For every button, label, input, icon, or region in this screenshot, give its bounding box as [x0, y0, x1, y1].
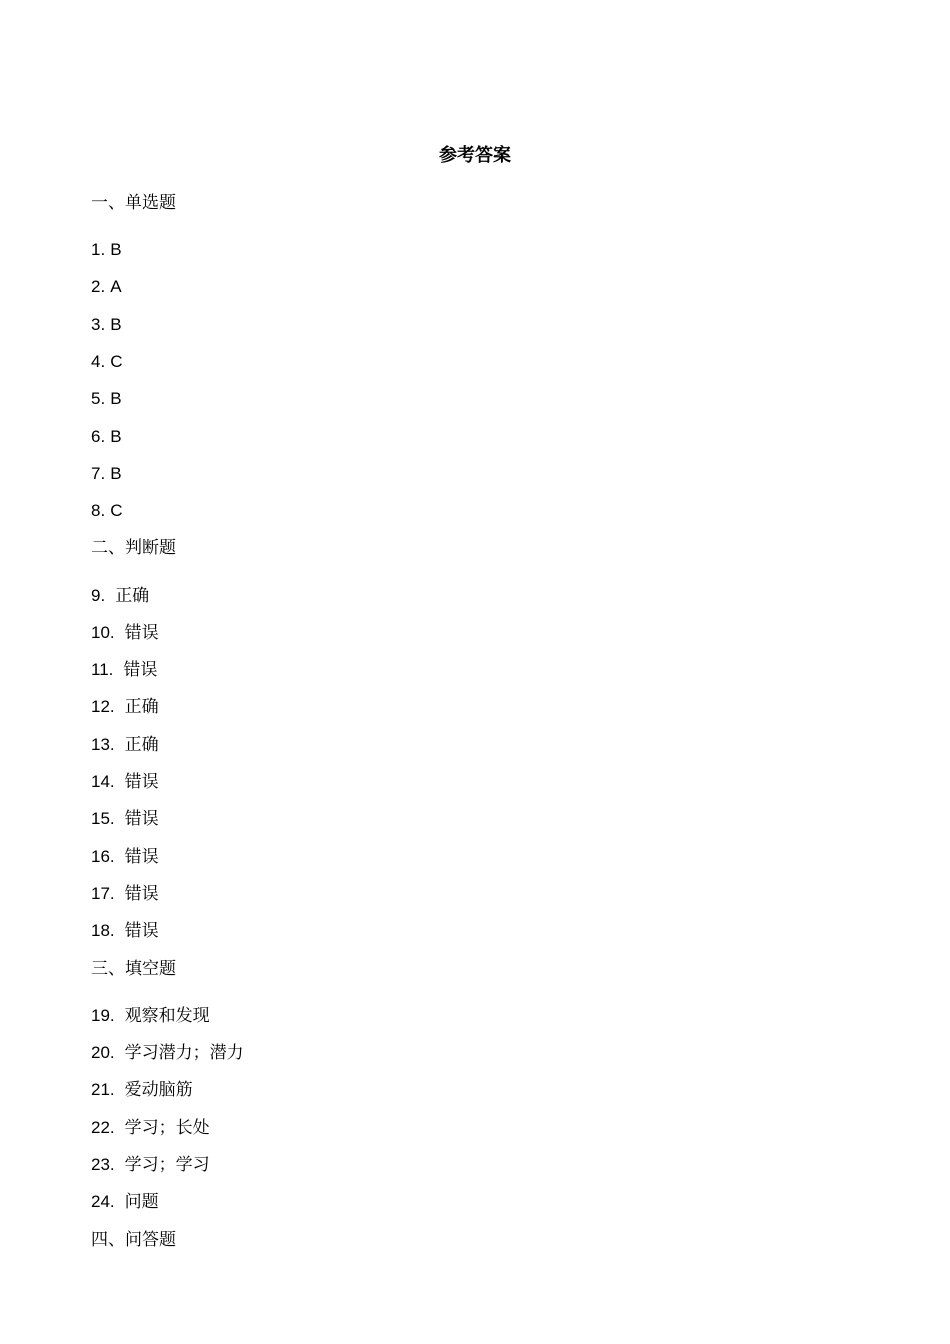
- answer-item: [91, 238, 122, 262]
- answer-item: [91, 425, 122, 449]
- answer-item: [91, 350, 122, 374]
- answer-value: A: [110, 277, 122, 296]
- answer-value: 错误: [124, 921, 159, 941]
- answer-number: 11.: [91, 660, 114, 679]
- answer-number: 7.: [91, 464, 106, 483]
- answer-item: [91, 919, 159, 943]
- answer-item: [91, 1116, 210, 1140]
- answer-item: [91, 1041, 244, 1065]
- answer-number: 23.: [91, 1155, 115, 1174]
- answer-value: 错误: [124, 809, 159, 829]
- answer-value: 学习潜力；潜力: [124, 1043, 244, 1063]
- answer-value: 错误: [124, 884, 159, 904]
- answer-value: 观察和发现: [124, 1006, 210, 1026]
- answer-value: 错误: [124, 847, 159, 867]
- answer-value: 正确: [124, 697, 159, 717]
- answer-value: 错误: [124, 772, 159, 792]
- answer-item: [91, 658, 157, 682]
- answer-item: [91, 695, 159, 719]
- answer-item: [91, 770, 159, 794]
- answer-number: 20.: [91, 1043, 115, 1062]
- answer-value: 错误: [123, 660, 158, 680]
- answer-number: 5.: [91, 389, 106, 408]
- section-heading-qa: 四、问答题: [91, 1230, 176, 1250]
- answer-number: 9.: [91, 586, 106, 605]
- answer-item: [91, 1153, 210, 1177]
- answer-number: 17.: [91, 884, 115, 903]
- answer-value: 学习；长处: [124, 1118, 210, 1138]
- answer-item: [91, 387, 122, 411]
- section-heading-fill-blank: 三、填空题: [91, 959, 176, 979]
- answer-value: B: [110, 464, 122, 483]
- answer-value: 正确: [115, 586, 150, 606]
- answer-number: 14.: [91, 772, 115, 791]
- answer-item: [91, 733, 159, 757]
- answer-value: 学习；学习: [124, 1155, 210, 1175]
- answer-value: B: [110, 240, 122, 259]
- answer-number: 15.: [91, 809, 115, 828]
- answer-value: B: [110, 315, 122, 334]
- answer-value: B: [110, 389, 122, 408]
- answer-number: 24.: [91, 1192, 115, 1211]
- answer-item: [91, 807, 159, 831]
- answer-item: [91, 1004, 210, 1028]
- answer-item: [91, 1078, 193, 1102]
- answer-item: [91, 845, 159, 869]
- answer-item: [91, 275, 122, 299]
- answer-number: 10.: [91, 623, 115, 642]
- answer-value: 正确: [124, 735, 159, 755]
- answer-item: [91, 462, 122, 486]
- answer-item: [91, 1190, 159, 1214]
- answer-number: 19.: [91, 1006, 115, 1025]
- answer-number: 1.: [91, 240, 106, 259]
- answer-value: 问题: [124, 1192, 159, 1212]
- answer-number: 22.: [91, 1118, 115, 1137]
- answer-item: [91, 313, 122, 337]
- answer-item: [91, 621, 159, 645]
- answer-value: 错误: [124, 623, 159, 643]
- answer-number: 12.: [91, 697, 115, 716]
- answer-number: 3.: [91, 315, 106, 334]
- answer-number: 4.: [91, 352, 106, 371]
- answer-item: [91, 499, 122, 523]
- answer-number: 18.: [91, 921, 115, 940]
- answer-number: 16.: [91, 847, 115, 866]
- answer-value: C: [110, 352, 123, 371]
- section-heading-true-false: 二、判断题: [91, 538, 176, 558]
- answer-value: 爱动脑筋: [124, 1080, 193, 1100]
- answer-number: 21.: [91, 1080, 115, 1099]
- answer-value: C: [110, 501, 123, 520]
- answer-number: 6.: [91, 427, 106, 446]
- answer-item: [91, 584, 149, 608]
- answer-number: 8.: [91, 501, 106, 520]
- answer-number: 2.: [91, 277, 106, 296]
- section-heading-single-choice: 一、单选题: [91, 193, 176, 213]
- answer-value: B: [110, 427, 122, 446]
- answer-number: 13.: [91, 735, 115, 754]
- page-title: 参考答案: [439, 145, 511, 166]
- answer-item: [91, 882, 159, 906]
